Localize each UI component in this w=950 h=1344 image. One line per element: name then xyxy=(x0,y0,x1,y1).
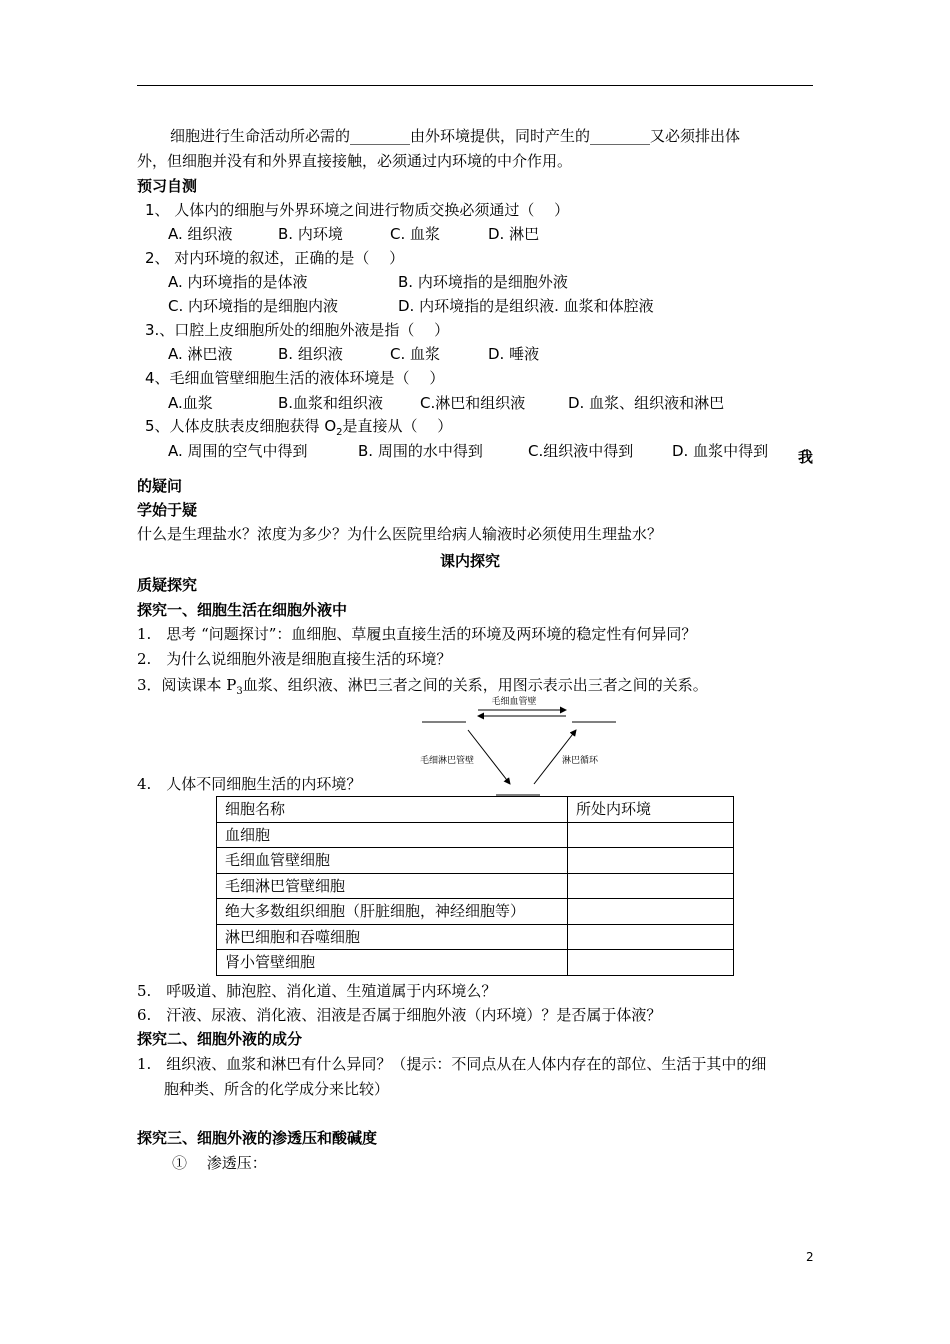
explore-1-q3: 3．阅读课本 $P_3$血浆、组织液、淋巴三者之间的关系，用图示表示出三者之间的关系。 xyxy=(137,676,708,697)
table-row xyxy=(217,924,734,950)
explore-1-title: 探究一、细胞生活在细胞外液中 xyxy=(137,601,348,619)
table-cell xyxy=(568,950,734,976)
q2-option-b: B. 内环境指的是细胞外液 xyxy=(398,273,568,291)
diagram-label-top: 毛细血管壁 xyxy=(491,697,537,707)
section-title: 课内探究 xyxy=(440,552,501,570)
table-cell: 淋巴细胞和吞噬细胞 xyxy=(217,924,568,950)
learn-question: 什么是生理盐水？浓度为多少？为什么医院里给病人输液时必须使用生理盐水？ xyxy=(137,525,663,543)
explore-3-item-1: ① 渗透压： xyxy=(172,1154,267,1172)
q3-option-d: D. 唾液 xyxy=(488,345,540,363)
diagram-label-right: 淋巴循环 xyxy=(562,756,599,766)
section-subtitle: 质疑探究 xyxy=(137,576,198,594)
table-cell: 绝大多数组织细胞（肝脏细胞，神经细胞等） xyxy=(217,899,568,925)
my-doubt-heading: 的疑问 xyxy=(137,477,183,495)
cell-environment-table xyxy=(216,796,734,976)
table-cell: 毛细血管壁细胞 xyxy=(217,848,568,874)
arrow-down-right xyxy=(468,730,510,784)
table-header: 细胞名称 xyxy=(217,797,568,823)
q3-option-b: B. 组织液 xyxy=(278,345,343,363)
explore-1-q5: 5. 呼吸道、肺泡腔、消化道、生殖道属于内环境么？ xyxy=(137,982,497,1000)
page-number: 2 xyxy=(806,1250,814,1264)
preview-heading: 预习自测 xyxy=(137,177,198,195)
q3-option-c: C. 血浆 xyxy=(390,345,441,363)
q2-option-a: A. 内环境指的是体液 xyxy=(168,273,308,291)
question-4: 4、毛细血管壁细胞生活的液体环境是（ ） xyxy=(145,369,445,387)
explore-2-q1-line2: 胞种类、所含的化学成分来比较） xyxy=(164,1080,390,1098)
explore-1-q4: 4. 人体不同细胞生活的内环境？ xyxy=(137,775,362,793)
table-cell xyxy=(568,899,734,925)
table-cell: 肾小管壁细胞 xyxy=(217,950,568,976)
q1-option-c: C. 血浆 xyxy=(390,225,441,243)
learn-heading: 学始于疑 xyxy=(137,501,198,519)
table-cell xyxy=(568,924,734,950)
q4-option-d: D. 血浆、组织液和淋巴 xyxy=(568,394,725,412)
q2-option-d: D. 内环境指的是组织液. 血浆和体腔液 xyxy=(398,297,654,315)
explore-1-q1: 1. 思考 “问题探讨”：血细胞、草履虫直接生活的环境及两环境的稳定性有何异同？ xyxy=(137,625,697,643)
question-3: 3.、口腔上皮细胞所处的细胞外液是指（ ） xyxy=(145,321,450,339)
q4-option-c: C.淋巴和组织液 xyxy=(420,394,526,412)
explore-1-q2: 2. 为什么说细胞外液是细胞直接生活的环境？ xyxy=(137,650,452,668)
q1-option-d: D. 淋巴 xyxy=(488,225,540,243)
question-1: 1、 人体内的细胞与外界环境之间进行物质交换必须通过（ ） xyxy=(145,201,570,219)
table-cell: 毛细淋巴管壁细胞 xyxy=(217,873,568,899)
table-row xyxy=(217,899,734,925)
table-cell xyxy=(568,873,734,899)
table-row xyxy=(217,848,734,874)
q4-option-a: A.血浆 xyxy=(168,394,213,412)
q3-option-a: A. 淋巴液 xyxy=(168,345,233,363)
intro-line-1: 细胞进行生命活动所必需的________由外环境提供，同时产生的________又必须排出体 xyxy=(170,127,741,145)
diagram-label-left: 毛细淋巴管壁 xyxy=(420,756,475,766)
q1-option-a: A. 组织液 xyxy=(168,225,233,243)
q2-option-c: C. 内环境指的是细胞内液 xyxy=(168,297,339,315)
q1-option-b: B. 内环境 xyxy=(278,225,343,243)
table-header: 所处内环境 xyxy=(568,797,734,823)
question-5: 5、人体皮肤表皮细胞获得 $O_2$是直接从（ ） xyxy=(145,417,453,438)
explore-1-q6: 6. 汗液、尿液、消化液、泪液是否属于细胞外液（内环境）？是否属于体液？ xyxy=(137,1006,662,1024)
q4-option-b: B.血浆和组织液 xyxy=(278,394,384,412)
q5-option-c: C.组织液中得到 xyxy=(528,442,634,460)
table-cell xyxy=(568,848,734,874)
my-char: 我 xyxy=(798,448,814,466)
explore-2-title: 探究二、细胞外液的成分 xyxy=(137,1030,303,1048)
q5-option-b: B. 周围的水中得到 xyxy=(358,442,483,460)
explore-2-q1-line1: 1. 组织液、血浆和淋巴有什么异同？（提示：不同点从在人体内存在的部位、生活于其中的细 xyxy=(137,1055,767,1073)
table-row xyxy=(217,873,734,899)
q5-option-d: D. 血浆中得到 xyxy=(672,442,769,460)
table-row xyxy=(217,822,734,848)
q5-option-a: A. 周围的空气中得到 xyxy=(168,442,308,460)
table-row xyxy=(217,950,734,976)
explore-3-title: 探究三、细胞外液的渗透压和酸碱度 xyxy=(137,1129,378,1147)
table-header-row xyxy=(217,797,734,823)
table-cell xyxy=(568,822,734,848)
question-2: 2、 对内环境的叙述，正确的是（ ） xyxy=(145,249,405,267)
header-rule xyxy=(137,85,813,86)
intro-line-2: 外，但细胞并没有和外界直接接触，必须通过内环境的中介作用。 xyxy=(137,152,573,170)
relationship-diagram xyxy=(410,692,630,800)
table-cell: 血细胞 xyxy=(217,822,568,848)
